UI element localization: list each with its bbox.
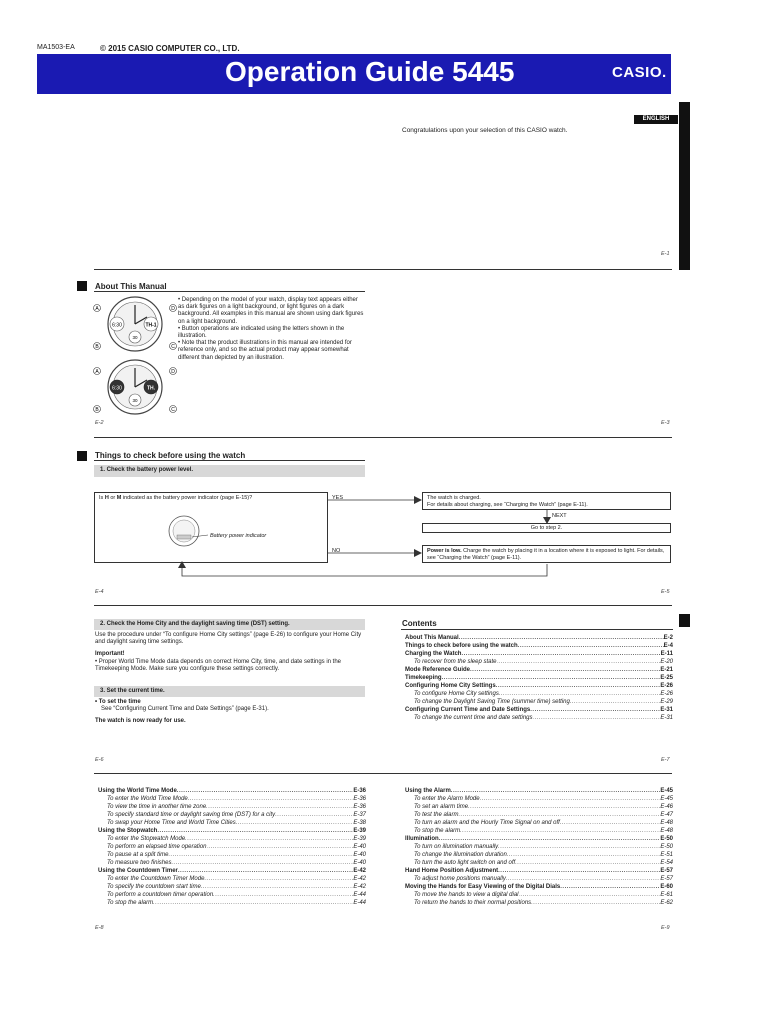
toc-entry-page: E-42: [353, 868, 366, 874]
goto-box: Go to step 2.: [422, 523, 671, 533]
page-number: E-4: [95, 589, 104, 595]
toc-entry[interactable]: [98, 835, 366, 843]
toc-leader-dots: [530, 706, 660, 714]
toc-entry[interactable]: [98, 883, 366, 891]
toc-leader-dots: [461, 650, 660, 658]
display-left: 6:30: [112, 322, 122, 329]
toc-leader-dots: [207, 843, 354, 851]
step2-text: Use the procedure under “To configure Home City settings” (page E-26) to configure your Home City and daylight saving time settings.: [95, 632, 362, 646]
toc-entry-page: E-39: [353, 828, 366, 834]
toc-entry-title: To pause at a split time: [107, 852, 169, 858]
toc-leader-dots: [459, 634, 664, 642]
toc-entry-title: Mode Reference Guide: [405, 667, 471, 673]
toc-entry-title: Moving the Hands for Easy Viewing of the Digital Dials: [405, 884, 561, 890]
page-number: E-7: [661, 757, 670, 763]
set-time-label: • To set the time: [95, 699, 141, 705]
toc-right-list: [405, 787, 673, 907]
toc-entry-title: To enter the World Time Mode: [107, 796, 188, 802]
toc-entry[interactable]: [98, 891, 366, 899]
toc-entry[interactable]: [405, 891, 673, 899]
toc-leader-dots: [236, 819, 354, 827]
toc-entry-title: Timekeeping: [405, 675, 442, 681]
toc-entry-page: E-20: [660, 659, 673, 665]
section-marker: [77, 281, 87, 291]
indicator-m: M: [116, 495, 122, 501]
charged-box: [422, 492, 671, 510]
toc-left-list: [98, 787, 366, 907]
toc-entry[interactable]: [98, 859, 366, 867]
toc-entry-title: Configuring Home City Settings: [405, 683, 496, 689]
toc-leader-dots: [153, 899, 353, 907]
section-heading: Things to check before using the watch: [95, 451, 246, 460]
toc-entry[interactable]: [98, 875, 366, 883]
toc-entry-title: To configure Home City settings: [414, 691, 499, 697]
toc-entry[interactable]: [405, 674, 673, 682]
bullet-item: • Depending on the model of your watch, display text appears either as dark figures on a light background, or light figures on a dark background. All examples in this manual are shown using dark figures on a light background.: [178, 297, 364, 325]
toc-entry[interactable]: [405, 827, 673, 835]
toc-entry[interactable]: [405, 811, 673, 819]
step-bar: 2. Check the Home City and the daylight saving time (DST) setting.: [94, 619, 365, 630]
toc-entry-title: To change the illumination duration: [414, 852, 507, 858]
toc-entry-page: E-60: [660, 884, 673, 890]
toc-entry[interactable]: [98, 787, 366, 795]
toc-entry-page: E-31: [660, 715, 673, 721]
toc-entry-title: Configuring Current Time and Date Settings: [405, 707, 531, 713]
toc-leader-dots: [560, 819, 661, 827]
page-edge-bar: [679, 102, 690, 270]
toc-entry[interactable]: [405, 690, 673, 698]
toc-entry-page: E-48: [660, 820, 673, 826]
toc-leader-dots: [168, 851, 353, 859]
toc-entry[interactable]: [405, 714, 673, 722]
toc-entry[interactable]: [405, 835, 673, 843]
toc-entry-title: Using the Countdown Timer: [98, 868, 178, 874]
toc-entry-title: About This Manual: [405, 635, 459, 641]
toc-leader-dots: [201, 883, 353, 891]
question-text: Is: [99, 495, 105, 501]
toc-entry-title: To move the hands to view a digital dial: [414, 892, 519, 898]
toc-leader-dots: [185, 835, 353, 843]
toc-leader-dots: [188, 795, 354, 803]
toc-entry-title: To enter the Alarm Mode: [414, 796, 480, 802]
page-number: E-3: [661, 420, 670, 426]
toc-entry-page: E-61: [660, 892, 673, 898]
copyright: © 2015 CASIO COMPUTER CO., LTD.: [100, 44, 240, 53]
toc-entry[interactable]: [405, 706, 673, 714]
toc-entry-page: E-44: [353, 900, 366, 906]
toc-leader-dots: [468, 803, 660, 811]
toc-entry-page: E-42: [353, 884, 366, 890]
heading-underline: [401, 629, 673, 630]
divider: [94, 773, 672, 774]
toc-entry[interactable]: [98, 899, 366, 907]
toc-entry[interactable]: [405, 698, 673, 706]
divider: [94, 605, 672, 606]
toc-entry[interactable]: [405, 642, 673, 650]
toc-entry-page: E-38: [353, 820, 366, 826]
toc-entry-page: E-46: [660, 804, 673, 810]
toc-leader-dots: [507, 851, 660, 859]
toc-entry-page: E-62: [660, 900, 673, 906]
toc-entry[interactable]: [98, 819, 366, 827]
charged-text: The watch is charged.: [427, 495, 481, 501]
toc-entry-title: To change the Daylight Saving Time (summer time) setting: [414, 699, 570, 705]
toc-entry-page: E-51: [660, 852, 673, 858]
toc-entry[interactable]: [98, 851, 366, 859]
toc-entry-title: Illumination: [405, 836, 439, 842]
toc-leader-dots: [506, 875, 660, 883]
toc-leader-dots: [460, 827, 660, 835]
button-label-d: D: [171, 305, 175, 312]
important-note: • Proper World Time Mode data depends on correct Home City, time, and date settings in the Timekeeping Mode. Make sure you configure these settings correctly.: [95, 659, 341, 673]
toc-leader-dots: [519, 891, 661, 899]
toc-entry-page: E-36: [353, 788, 366, 794]
toc-leader-dots: [498, 867, 660, 875]
toc-entry-title: To turn an alarm and the Hourly Time Signal on and off: [414, 820, 560, 826]
toc-entry[interactable]: [405, 859, 673, 867]
toc-entry-page: E-47: [660, 812, 673, 818]
toc-leader-dots: [204, 875, 353, 883]
toc-entry[interactable]: [405, 899, 673, 907]
watch-face-light: [108, 297, 162, 351]
toc-leader-dots: [442, 674, 661, 682]
toc-leader-dots: [560, 883, 660, 891]
question-text: or: [108, 495, 117, 501]
toc-leader-dots: [531, 899, 660, 907]
toc-entry-page: E-42: [353, 876, 366, 882]
page-number: E-2: [95, 420, 104, 426]
toc-leader-dots: [275, 811, 353, 819]
watch-illustration: [91, 295, 177, 419]
button-label-b-2: B: [95, 406, 99, 413]
toc-leader-dots: [533, 714, 661, 722]
toc-leader-dots: [496, 682, 661, 690]
page-number: E-5: [661, 589, 670, 595]
toc-entry-page: E-50: [660, 844, 673, 850]
document-code: MA1503-EA: [37, 44, 75, 51]
watch-face-dark: [108, 360, 162, 414]
indicator-h: H: [104, 495, 109, 501]
toc-entry-page: E-54: [660, 860, 673, 866]
toc-entry[interactable]: [405, 867, 673, 875]
toc-entry-page: E-26: [660, 691, 673, 697]
toc-entry[interactable]: [98, 867, 366, 875]
toc-entry-title: To enter the Countdown Timer Mode: [107, 876, 205, 882]
divider: [94, 269, 672, 270]
toc-entry[interactable]: [405, 634, 673, 642]
button-label-b: B: [95, 343, 99, 350]
low-power-text: Charge the watch by placing it in a location where it is exposed to light. For details, see “Charging the Watch” (page E-11).: [427, 548, 665, 561]
toc-entry-title: Using the Stopwatch: [98, 828, 158, 834]
language-tab: ENGLISH: [634, 115, 678, 124]
contents-list: [405, 634, 673, 722]
battery-label: Battery power indicator: [210, 533, 267, 539]
toc-entry-title: To adjust home positions manually: [414, 876, 506, 882]
page-number: E-8: [95, 925, 104, 931]
toc-entry-page: E-26: [660, 683, 673, 689]
step-bar: 3. Set the current time.: [94, 686, 365, 697]
toc-entry[interactable]: [405, 819, 673, 827]
no-label: NO: [332, 548, 341, 554]
toc-entry-page: E-40: [353, 844, 366, 850]
toc-leader-dots: [480, 795, 661, 803]
toc-entry[interactable]: [98, 827, 366, 835]
question-text: indicated as the battery power indicator (page E-15)?: [121, 495, 253, 501]
toc-entry-title: Using the World Time Mode: [98, 788, 177, 794]
toc-entry-page: E-50: [660, 836, 673, 842]
toc-entry-page: E-45: [660, 788, 673, 794]
toc-entry[interactable]: [405, 851, 673, 859]
toc-entry[interactable]: [405, 875, 673, 883]
heading-underline: [94, 460, 365, 461]
toc-leader-dots: [178, 867, 353, 875]
toc-entry[interactable]: [98, 803, 366, 811]
page-number: E-1: [661, 251, 670, 257]
toc-entry-title: To measure two finishes: [107, 860, 172, 866]
toc-entry-title: Charging the Watch: [405, 651, 462, 657]
toc-leader-dots: [497, 658, 661, 666]
display-left-dark: 6:30: [112, 385, 122, 392]
toc-entry-page: E-37: [353, 812, 366, 818]
toc-entry[interactable]: [98, 843, 366, 851]
bullet-item: • Button operations are indicated using the letters shown in the illustration.: [178, 325, 345, 340]
toc-leader-dots: [439, 835, 661, 843]
toc-entry[interactable]: [405, 650, 673, 658]
toc-leader-dots: [213, 891, 353, 899]
toc-entry[interactable]: [98, 795, 366, 803]
toc-entry[interactable]: [405, 883, 673, 891]
set-time-see: See “Configuring Current Time and Date Settings” (page E-31).: [101, 706, 269, 712]
button-label-a-2: A: [95, 368, 99, 375]
toc-entry[interactable]: [405, 843, 673, 851]
toc-entry[interactable]: [98, 811, 366, 819]
toc-entry-title: Using the Alarm: [405, 788, 451, 794]
toc-leader-dots: [498, 843, 660, 851]
toc-entry-title: Things to check before using the watch: [405, 643, 518, 649]
toc-entry[interactable]: [405, 787, 673, 795]
toc-entry-page: E-21: [660, 667, 673, 673]
toc-entry-title: To turn the auto light switch on and off: [414, 860, 516, 866]
toc-leader-dots: [451, 787, 661, 795]
yes-label: YES: [332, 495, 344, 501]
toc-entry-page: E-31: [660, 707, 673, 713]
contents-heading: Contents: [402, 619, 437, 628]
charged-detail: For details about charging, see “Charging the Watch” (page E-11).: [427, 501, 588, 508]
display-right-dark: TH.: [146, 385, 156, 392]
toc-entry-page: E-39: [353, 836, 366, 842]
toc-entry-title: To perform an elapsed time operation: [107, 844, 207, 850]
about-bullets: [178, 297, 364, 362]
display-bottom-dark: 30: [132, 398, 138, 403]
toc-entry[interactable]: [405, 682, 673, 690]
toc-entry-title: Hand Home Position Adjustment: [405, 868, 499, 874]
toc-leader-dots: [570, 698, 661, 706]
toc-entry-title: To stop the alarm: [414, 828, 461, 834]
casio-logo: CASIO.: [612, 64, 667, 81]
toc-leader-dots: [171, 859, 353, 867]
toc-entry-page: E-11: [660, 651, 673, 657]
toc-entry-page: E-40: [353, 860, 366, 866]
toc-entry-title: To swap your Home Time and World Time Cities: [107, 820, 236, 826]
page-number: E-6: [95, 757, 104, 763]
bullet-item: • Note that the product illustrations in this manual are intended for reference only, and so the actual product may appear somewhat different than depicted by an illustration.: [178, 340, 352, 361]
button-label-c: C: [171, 343, 175, 350]
toc-entry-title: To enter the Stopwatch Mode: [107, 836, 186, 842]
toc-entry[interactable]: [405, 795, 673, 803]
display-bottom: 30: [132, 335, 138, 340]
toc-entry[interactable]: [405, 666, 673, 674]
toc-entry-page: E-4: [663, 643, 673, 649]
toc-entry-title: To test the alarm: [414, 812, 459, 818]
toc-entry-title: To stop the alarm: [107, 900, 154, 906]
toc-leader-dots: [518, 642, 664, 650]
toc-entry-title: To turn on illumination manually: [414, 844, 499, 850]
toc-entry-page: E-36: [353, 804, 366, 810]
toc-entry-title: To recover from the sleep state: [414, 659, 497, 665]
toc-entry-title: To perform a countdown timer operation: [107, 892, 214, 898]
toc-leader-dots: [177, 787, 354, 795]
toc-entry-title: To specify the countdown start time: [107, 884, 201, 890]
divider: [94, 437, 672, 438]
toc-leader-dots: [470, 666, 660, 674]
section-marker: [77, 451, 87, 461]
display-right: TH-1: [145, 322, 157, 329]
toc-leader-dots: [515, 859, 660, 867]
page-number: E-9: [661, 925, 670, 931]
toc-leader-dots: [458, 811, 660, 819]
page-edge-bar: [679, 614, 690, 627]
low-power-title: Power is low.: [427, 548, 462, 554]
section-heading: About This Manual: [95, 282, 167, 291]
toc-entry-page: E-44: [353, 892, 366, 898]
toc-entry-page: E-45: [660, 796, 673, 802]
button-label-a: A: [95, 305, 99, 312]
page-title: Operation Guide 5445: [225, 56, 515, 87]
toc-entry-page: E-57: [660, 868, 673, 874]
toc-entry[interactable]: [405, 803, 673, 811]
toc-entry-page: E-40: [353, 852, 366, 858]
ready-text: The watch is now ready for use.: [95, 718, 186, 724]
low-power-box: [422, 545, 671, 563]
button-label-c-2: C: [171, 406, 175, 413]
toc-entry-page: E-29: [660, 699, 673, 705]
button-label-d-2: D: [171, 368, 175, 375]
toc-entry-title: To set an alarm time: [414, 804, 469, 810]
toc-entry-page: E-57: [660, 876, 673, 882]
toc-leader-dots: [499, 690, 660, 698]
toc-entry-page: E-48: [660, 828, 673, 834]
toc-entry-title: To change the current time and date settings: [414, 715, 533, 721]
important-label: Important!: [95, 651, 125, 657]
toc-entry[interactable]: [405, 658, 673, 666]
toc-leader-dots: [206, 803, 353, 811]
toc-leader-dots: [157, 827, 353, 835]
next-label: NEXT: [552, 513, 567, 519]
toc-entry-title: To return the hands to their normal positions: [414, 900, 532, 906]
step-bar: 1. Check the battery power level.: [94, 465, 365, 477]
heading-underline: [94, 291, 365, 292]
toc-entry-page: E-36: [353, 796, 366, 802]
toc-entry-page: E-2: [663, 635, 673, 641]
congratulations-text: Congratulations upon your selection of this CASIO watch.: [402, 127, 568, 134]
toc-entry-title: To view the time in another time zone: [107, 804, 207, 810]
toc-entry-page: E-25: [660, 675, 673, 681]
toc-entry-title: To specify standard time or daylight saving time (DST) for a city: [107, 812, 276, 818]
